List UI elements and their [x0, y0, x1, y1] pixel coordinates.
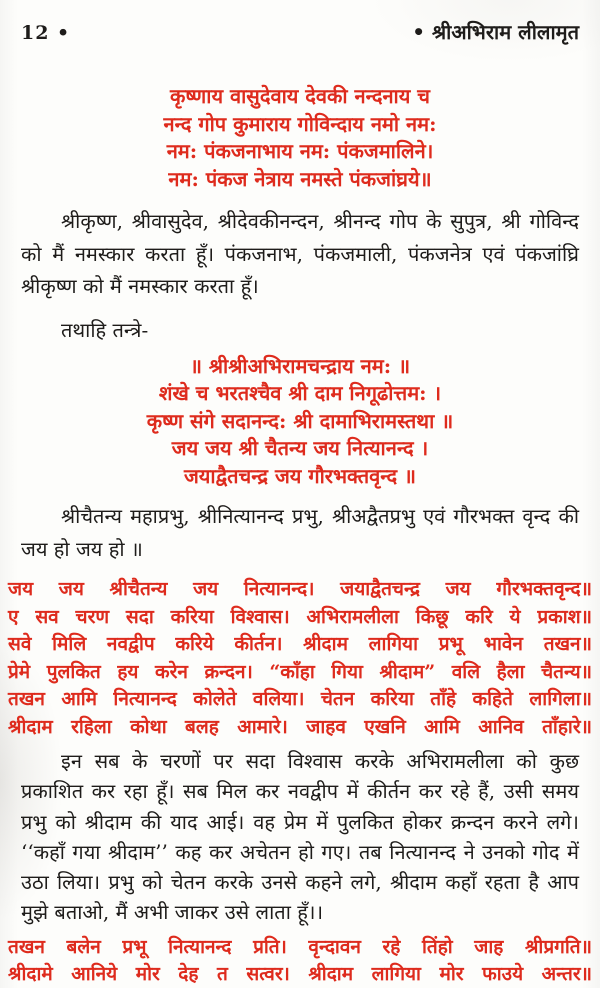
invocation-verse [21, 83, 579, 193]
verse-line: कृष्णाय वासुदेवाय देवकी नन्दनाय च [170, 84, 430, 108]
bengali-couplets-block [8, 576, 592, 741]
couplet-line: तखन बलेन प्रभू नित्यानन्द प्रति। वृन्दावन रहे तिंहो जाह श्रीप्रगति॥ [8, 935, 592, 958]
couplet-line: श्रीदामे आनिये मोर देह त सत्वर। श्रीदाम लागिया मोर फाउये अन्तर॥ [8, 963, 592, 986]
couplet-line: श्रीदाम रहिला कोथा बलह आमारे। जाहव एखनि आमि आनिव ताँहारे॥ [8, 715, 592, 738]
couplet-line: प्रेमे पुलकित हय करेन क्रन्दन। “काँहा गिया श्रीदाम” वलि हैला चैतन्य॥ [8, 660, 592, 683]
book-title: • श्रीअभिराम लीलामृत [412, 20, 579, 44]
verse-line: नम: पंकजनाभाय नम: पंकजमालिने। [166, 139, 434, 163]
abhiram-chandra-verse [21, 353, 579, 491]
page-header [21, 18, 579, 45]
explanation-paragraph: इन सब के चरणों पर सदा विश्वास करके अभिरामलीला को कुछ प्रकाशित कर रहा हूँ। सब मिल कर नवद्वीप में कीर्तन कर रहे हैं, उसी समय प्रभु को श्रीदाम की याद आई। वह प्रेम में पुलकित होकर क्रन्दन करने लगे। ‘‘कहाँ गया श्रीदाम’’ कह कर अचेतन हो गए। तब नित्यानन्द ने उनको गोद में उठा लिया। प्रभु को चेतन करके उनसे कहने लगे, श्रीदाम कहाँ रहता है आप मुझे बताओ, मैं अभी जाकर उसे लाता हूँ।। [21, 749, 579, 925]
closing-couplets-block [8, 934, 592, 988]
verse-line: जय जय श्री चैतन्य जय नित्यानन्द । [171, 436, 429, 460]
tantra-intro-line: तथाहि तन्त्रे- [61, 317, 149, 342]
page-number: 12 • [21, 22, 71, 44]
jai-ho-paragraph: श्रीचैतन्य महाप्रभु, श्रीनित्यानन्द प्रभु, श्रीअद्वैतप्रभु एवं गौरभक्त वृन्द की जय हो जय हो ॥ [21, 504, 579, 561]
verse-line: शंखे च भरतश्चैव श्री दाम निगूढोत्तम: । [158, 381, 442, 405]
verse-line: ॥ श्रीश्रीअभिरामचन्द्राय नम: ॥ [189, 353, 411, 378]
couplet-line: ए सव चरण सदा करिया विश्वास। अभिरामलीला किछू करि ये प्रकाश॥ [8, 605, 592, 628]
couplet-line: सवे मिलि नवद्वीप करिये कीर्तन। श्रीदाम लागिया प्रभू भावेन तखन॥ [8, 633, 592, 655]
verse-line: कृष्ण संगे सदानन्द: श्री दामाभिरामस्तथा ॥ [146, 408, 454, 433]
krishna-namaskar-paragraph: श्रीकृष्ण, श्रीवासुदेव, श्रीदेवकीनन्दन, श्रीनन्द गोप के सुपुत्र, श्री गोविन्द को मैं नमस्कार करता हूँ। पंकजनाभ, पंकजमाली, पंकजनेत्र एवं पंकजांघ्रि श्रीकृष्ण को मैं नमस्कार करता हूँ। [21, 209, 579, 298]
verse-line: जयाद्वैतचन्द्र जय गौरभक्तवृन्द ॥ [183, 463, 417, 488]
couplet-line: जय जय श्रीचैतन्य जय नित्यानन्द। जयाद्वैतचन्द्र जय गौरभक्तवृन्द॥ [8, 578, 592, 600]
verse-line: नन्द गोप कुमाराय गोविन्दाय नमो नम: [163, 111, 437, 136]
verse-line: नम: पंकज नेत्राय नमस्ते पंकजांघ्रये॥ [168, 166, 432, 191]
couplet-line: तखन आमि नित्यानन्द कोलेते वलिया। चेतन करिया ताँहे कहिते लागिला॥ [8, 688, 592, 710]
